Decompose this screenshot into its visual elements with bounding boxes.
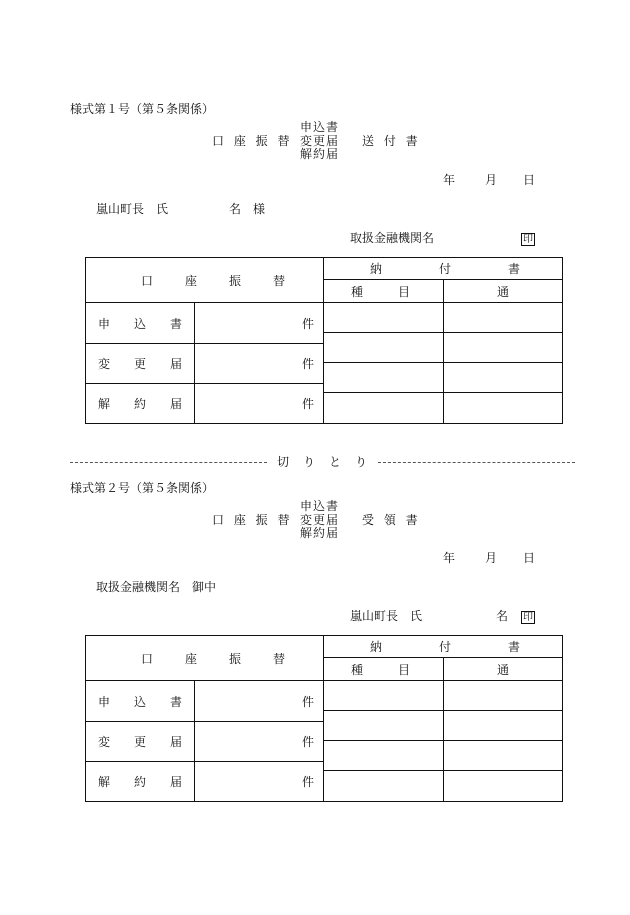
form2-date-day: 日 [523,551,536,565]
form1-title-option-change: 変更届 [300,134,340,148]
form2-title-prefix: 口 座 振 替 [212,513,293,527]
form2-title-option-change: 変更届 [300,513,340,527]
form2-slip-cell[interactable] [444,741,563,771]
cut-line-char: と [329,455,342,469]
form1-subheader-type: 種 目 [324,280,444,303]
cut-line-char: り [355,455,368,469]
form2-table [85,635,563,802]
form1-slip-cell[interactable] [324,333,444,363]
form1-date-year: 年 [443,173,456,187]
form2-row-cancel-label: 解 約 届 [86,762,195,802]
form2-subheader-type: 種 目 [324,658,444,681]
form1-slip-cell[interactable] [324,363,444,393]
form2-header-account-transfer: 口 座 振 替 [86,636,324,681]
form1-title-option-cancel: 解約届 [300,147,340,161]
form1-addressee-honorific: 名 様 [229,202,266,216]
form1-subheader-count: 通 [444,280,563,303]
form1-row-change-label: 変 更 届 [86,344,195,384]
form2-row-change-count[interactable]: 件 [195,722,324,762]
form2-title-suffix: 受 領 書 [362,513,421,527]
form1-row-apply-label: 申 込 書 [86,303,195,344]
form1-title-prefix: 口 座 振 替 [212,134,293,148]
form1-title-suffix: 送 付 書 [362,134,421,148]
form2-slip-cell[interactable] [444,771,563,802]
form1-addressee: 嵐山町長 氏 [96,202,169,216]
form2-row-apply-count[interactable]: 件 [195,681,324,722]
form1-slip-cell[interactable] [324,393,444,424]
form1-header-payment-slip: 納 付 書 [324,258,563,280]
form1-row-apply-count[interactable]: 件 [195,303,324,344]
form2-title-option-cancel: 解約届 [300,526,340,540]
form2-row-change-label: 変 更 届 [86,722,195,762]
form1-title-option-apply: 申込書 [300,120,340,134]
form2-date-month: 月 [485,551,498,565]
form2-slip-cell[interactable] [444,681,563,711]
form2-slip-cell[interactable] [324,741,444,771]
cut-line-char: り [303,455,316,469]
form2-row-cancel-count[interactable]: 件 [195,762,324,802]
form1-slip-cell[interactable] [324,303,444,333]
form2-slip-cell[interactable] [324,711,444,741]
form2-header-payment-slip: 納 付 書 [324,636,563,658]
form1-slip-cell[interactable] [444,393,563,424]
form2-slip-cell[interactable] [324,771,444,802]
form2-slip-cell[interactable] [444,711,563,741]
form2-row-apply-label: 申 込 書 [86,681,195,722]
form1-slip-cell[interactable] [444,363,563,393]
form1-date-day: 日 [523,173,536,187]
form1-heading: 様式第１号（第５条関係） [70,102,215,116]
form1-row-cancel-count[interactable]: 件 [195,384,324,424]
form1-sender-label: 取扱金融機関名 [350,231,435,245]
form2-title-option-apply: 申込書 [300,499,340,513]
form2-sender-label: 嵐山町長 氏 [350,609,423,623]
cut-line [70,456,575,468]
form1-slip-cell[interactable] [444,333,563,363]
form2-subheader-count: 通 [444,658,563,681]
form2-addressee: 取扱金融機関名 御中 [96,580,217,594]
form1-row-cancel-label: 解 約 届 [86,384,195,424]
form2-heading: 様式第２号（第５条関係） [70,481,215,495]
form1-seal-mark: 印 [523,234,533,245]
form2-date-year: 年 [443,551,456,565]
form1-header-account-transfer: 口 座 振 替 [86,258,324,303]
form1-date-month: 月 [485,173,498,187]
form2-sender-name: 名 [496,609,509,623]
form1-table [85,257,563,424]
form2-slip-cell[interactable] [324,681,444,711]
form1-slip-cell[interactable] [444,303,563,333]
form2-seal-mark: 印 [523,612,533,623]
form1-row-change-count[interactable]: 件 [195,344,324,384]
cut-line-char: 切 [277,455,290,469]
